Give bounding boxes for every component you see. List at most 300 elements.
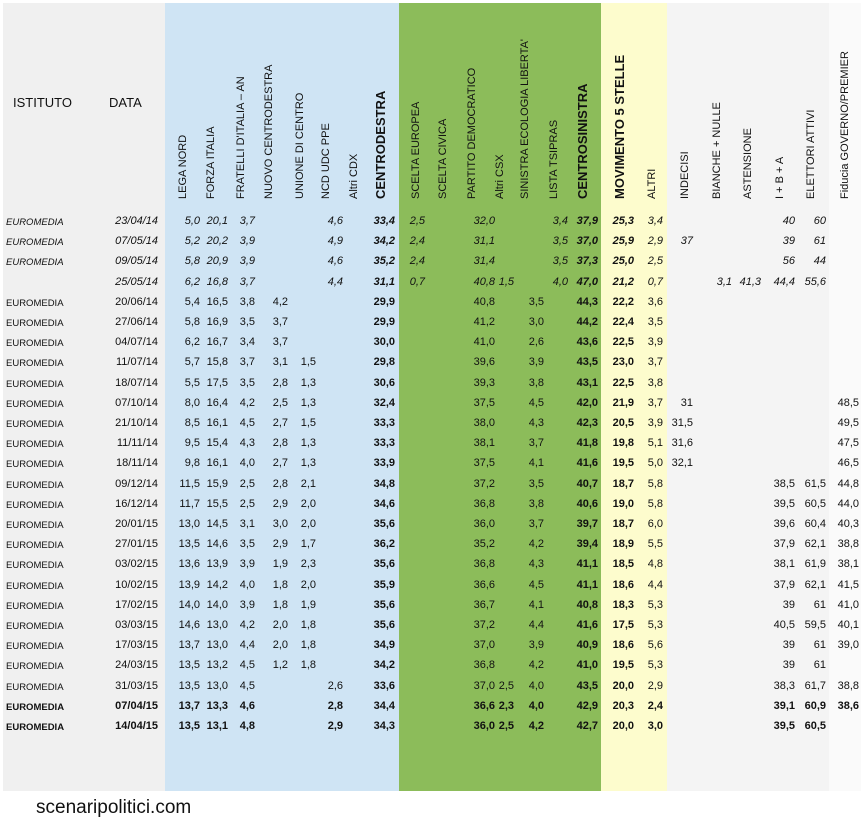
cell-value: 37,2 [473,619,495,631]
cell-value: 5,8 [647,498,663,510]
cell-value: 2,8 [272,377,288,389]
column-header: Altri CDX [348,153,360,199]
cell-value: 44,3 [576,296,598,308]
cell-value: 47,0 [576,276,598,288]
cell-value: 31,6 [671,437,693,449]
cell-value: 33,4 [373,215,395,227]
cell-value: 2,9 [327,720,343,732]
cell-value: 5,0 [647,457,663,469]
cell-value: 3,0 [528,316,544,328]
cell-data: 17/02/15 [115,599,158,611]
cell-value: 61,5 [804,478,826,490]
column-header: LEGA NORD [177,134,189,199]
cell-value: 3,7 [647,397,663,409]
cell-value: 15,8 [206,356,228,368]
column-header: SINISTRA ECOLOGIA LIBERTA' [519,38,531,199]
cell-value: 37,3 [576,255,598,267]
cell-value: 39 [782,599,795,611]
cell-value: 38,1 [837,558,859,570]
cell-value: 3,9 [239,599,255,611]
cell-value: 3,7 [239,215,255,227]
cell-value: 8,0 [184,397,200,409]
cell-value: 4,2 [239,397,255,409]
cell-value: 4,5 [528,579,544,591]
cell-value: 2,1 [300,478,316,490]
cell-value: 43,5 [576,680,598,692]
cell-value: 4,6 [239,700,255,712]
cell-value: 38,8 [837,538,859,550]
cell-value: 18,6 [612,639,634,651]
cell-value: 1,5 [300,417,316,429]
cell-value: 1,5 [300,356,316,368]
cell-value: 5,5 [184,377,200,389]
cell-value: 40,1 [837,619,859,631]
cell-value: 11,5 [179,478,200,490]
cell-value: 4,3 [239,437,255,449]
cell-value: 39,7 [576,518,598,530]
cell-data: 24/03/15 [115,659,158,671]
cell-istituto: EUROMEDIA [6,338,64,349]
cell-value: 44,0 [837,498,859,510]
cell-value: 39 [782,639,795,651]
cell-value: 2,5 [239,478,255,490]
cell-value: 3,9 [528,639,544,651]
cell-data: 03/03/15 [115,619,158,631]
cell-value: 13,0 [206,680,228,692]
cell-value: 4,4 [239,639,255,651]
cell-data: 11/11/14 [116,437,158,449]
cell-value: 39,1 [773,700,795,712]
cell-value: 40,8 [576,599,598,611]
cell-value: 62,1 [804,579,826,591]
cell-value: 32,4 [373,397,395,409]
cell-value: 18,6 [612,579,634,591]
cell-value: 4,1 [528,457,544,469]
cell-value: 1,2 [272,659,288,671]
cell-data: 18/11/14 [115,457,158,469]
cell-value: 4,3 [528,558,544,570]
cell-istituto: EUROMEDIA [6,520,64,531]
cell-value: 3,9 [239,558,255,570]
cell-value: 4,4 [327,276,343,288]
cell-value: 2,4 [409,235,425,247]
cell-value: 41,2 [473,316,495,328]
cell-value: 1,3 [300,437,316,449]
cell-value: 41,1 [576,579,598,591]
cell-value: 36,0 [473,720,495,732]
cell-value: 4,5 [239,680,255,692]
cell-value: 6,2 [184,336,200,348]
cell-istituto: EUROMEDIA [6,601,64,612]
cell-value: 2,9 [272,538,288,550]
cell-value: 4,6 [327,215,343,227]
cell-data: 16/12/14 [115,498,158,510]
cell-value: 60,5 [804,720,826,732]
cell-value: 18,7 [612,478,634,490]
column-header: SCELTA CIVICA [437,118,449,199]
cell-value: 22,5 [612,336,634,348]
cell-value: 60,9 [804,700,826,712]
cell-istituto: EUROMEDIA [6,439,64,450]
cell-data: 23/04/14 [115,215,158,227]
cell-data: 11/07/14 [115,356,158,368]
cell-value: 6,0 [647,518,663,530]
cell-value: 1,7 [300,538,316,550]
cell-value: 2,0 [300,579,316,591]
cell-value: 1,3 [300,457,316,469]
cell-istituto: EUROMEDIA [6,722,65,733]
cell-value: 1,8 [272,599,288,611]
cell-value: 40,5 [773,619,795,631]
cell-value: 37,5 [473,397,495,409]
cell-value: 3,0 [272,518,288,530]
cell-value: 37,9 [773,579,795,591]
cell-value: 37,2 [473,478,495,490]
cell-value: 18,5 [612,558,634,570]
cell-value: 3,5 [552,255,568,267]
cell-data: 07/05/14 [115,235,158,247]
cell-value: 13,5 [178,659,200,671]
cell-value: 40,3 [837,518,859,530]
cell-value: 18,9 [612,538,634,550]
cell-value: 2,5 [498,720,514,732]
cell-value: 5,2 [184,235,200,247]
cell-value: 34,3 [373,720,395,732]
cell-value: 19,8 [612,437,634,449]
cell-value: 13,1 [206,720,228,732]
cell-value: 5,4 [184,296,200,308]
cell-value: 61,7 [804,680,826,692]
cell-value: 34,4 [373,700,395,712]
cell-data: 10/02/15 [115,579,158,591]
cell-value: 5,0 [184,215,200,227]
cell-value: 35,6 [373,558,395,570]
cell-value: 33,3 [373,417,395,429]
cell-value: 33,6 [373,680,395,692]
cell-value: 40 [782,215,795,227]
cell-value: 4,5 [239,659,255,671]
cell-data: 27/01/15 [115,538,158,550]
column-header: I + B + A [774,156,786,199]
cell-value: 4,9 [327,235,343,247]
cell-value: 35,6 [373,518,395,530]
cell-value: 61 [813,659,826,671]
column-header: ELETTORI ATTIVI [805,109,817,199]
cell-value: 38,5 [773,478,795,490]
cell-data: 09/12/14 [115,478,158,490]
cell-value: 59,5 [804,619,826,631]
cell-value: 25,3 [612,215,634,227]
cell-value: 43,6 [576,336,598,348]
cell-value: 37 [680,235,693,247]
cell-value: 36,7 [473,599,495,611]
column-header: FRATELLI D'ITALIA – AN [235,76,247,199]
cell-value: 38,0 [473,417,495,429]
cell-value: 30,6 [373,377,395,389]
cell-value: 16,1 [206,417,228,429]
cell-value: 3,4 [239,336,255,348]
cell-value: 1,8 [300,619,316,631]
cell-value: 36,6 [473,700,495,712]
cell-data: 31/03/15 [115,680,158,692]
cell-value: 43,5 [576,356,598,368]
cell-value: 20,0 [612,720,634,732]
cell-data: 27/06/14 [115,316,158,328]
cell-value: 2,8 [272,478,288,490]
cell-value: 2,5 [239,498,255,510]
cell-istituto: EUROMEDIA [6,358,64,369]
cell-value: 13,0 [206,639,228,651]
cell-value: 3,9 [647,417,663,429]
column-header: CENTROSINISTRA [575,83,590,199]
cell-value: 40,6 [576,498,598,510]
cell-value: 3,6 [647,296,663,308]
cell-value: 13,2 [206,659,228,671]
cell-value: 37,0 [473,680,495,692]
cell-value: 4,4 [647,579,663,591]
cell-value: 38,3 [773,680,795,692]
cell-value: 41,1 [576,558,598,570]
cell-value: 9,5 [184,437,200,449]
cell-value: 35,2 [373,255,395,267]
cell-data: 07/04/15 [115,700,158,712]
cell-value: 13,5 [178,680,200,692]
cell-value: 3,5 [239,538,255,550]
cell-value: 3,1 [716,276,732,288]
cell-value: 20,9 [206,255,228,267]
cell-value: 21,9 [612,397,634,409]
cell-value: 3,7 [528,518,544,530]
cell-value: 4,3 [528,417,544,429]
cell-value: 35,9 [373,579,395,591]
cell-istituto: EUROMEDIA [6,419,64,430]
column-header: Altri CSX [494,154,506,199]
cell-value: 23,0 [612,356,634,368]
cell-value: 20,1 [206,215,228,227]
cell-value: 44 [813,255,826,267]
cell-istituto: EUROMEDIA [6,641,64,652]
cell-value: 20,0 [612,680,634,692]
cell-value: 14,0 [206,599,228,611]
cell-data: 20/01/15 [115,518,158,530]
cell-value: 3,7 [272,316,288,328]
cell-value: 44,8 [837,478,859,490]
header-data: DATA [109,95,142,110]
cell-value: 34,9 [373,639,395,651]
column-header: NCD UDC PPE [320,123,332,199]
cell-value: 38,1 [473,437,495,449]
cell-value: 3,7 [528,437,544,449]
column-header: UNIONE DI CENTRO [294,92,306,199]
cell-value: 42,9 [576,700,598,712]
cell-value: 4,5 [528,397,544,409]
cell-value: 35,6 [373,619,395,631]
cell-value: 3,7 [239,356,255,368]
cell-value: 4,1 [528,599,544,611]
cell-value: 36,6 [473,579,495,591]
cell-value: 19,5 [612,457,634,469]
cell-value: 31,4 [473,255,495,267]
cell-value: 37,9 [576,215,598,227]
cell-value: 14,5 [206,518,228,530]
cell-value: 3,8 [647,377,663,389]
cell-value: 41,6 [576,457,598,469]
cell-value: 2,6 [528,336,544,348]
cell-istituto: EUROMEDIA [6,379,64,390]
cell-value: 3,0 [647,720,663,732]
cell-istituto: EUROMEDIA [6,459,64,470]
cell-value: 1,8 [272,579,288,591]
cell-istituto: EUROMEDIA [6,298,64,309]
cell-value: 4,0 [552,276,568,288]
cell-value: 18,7 [612,518,634,530]
cell-value: 48,5 [837,397,859,409]
cell-value: 41,5 [837,579,859,591]
column-header: ASTENSIONE [742,128,754,199]
cell-value: 55,6 [804,276,826,288]
cell-value: 13,5 [178,720,200,732]
column-header: PARTITO DEMOCRATICO [466,67,478,199]
cell-value: 4,0 [239,579,255,591]
cell-value: 16,8 [206,276,228,288]
cell-value: 2,3 [300,558,316,570]
cell-value: 39,5 [773,498,795,510]
column-header: BIANCHE + NULLE [711,102,723,199]
column-header: Fiducia GOVERNO/PREMIER [839,51,851,199]
cell-value: 3,9 [528,356,544,368]
cell-value: 4,0 [528,680,544,692]
cell-value: 39,4 [576,538,598,550]
cell-value: 4,8 [239,720,255,732]
cell-istituto: EUROMEDIA [6,581,64,592]
cell-value: 2,0 [300,518,316,530]
cell-value: 62,1 [804,538,826,550]
cell-value: 4,6 [327,255,343,267]
cell-value: 4,2 [528,538,544,550]
cell-value: 22,5 [612,377,634,389]
cell-value: 0,7 [647,276,663,288]
cell-value: 15,4 [206,437,228,449]
cell-value: 60,5 [804,498,826,510]
cell-value: 36,8 [473,498,495,510]
cell-istituto: EUROMEDIA [6,318,64,329]
cell-value: 1,5 [498,276,514,288]
cell-value: 9,8 [184,457,200,469]
cell-value: 1,3 [300,377,316,389]
cell-value: 38,8 [837,680,859,692]
cell-value: 5,8 [184,255,200,267]
cell-value: 0,7 [409,276,425,288]
cell-value: 13,7 [178,700,200,712]
cell-value: 4,5 [239,417,255,429]
cell-value: 41,3 [739,276,761,288]
cell-value: 37,9 [773,538,795,550]
cell-data: 03/02/15 [115,558,158,570]
cell-value: 39 [782,659,795,671]
cell-value: 2,0 [272,619,288,631]
cell-value: 20,3 [612,700,634,712]
cell-value: 3,4 [647,215,663,227]
cell-value: 17,5 [206,377,228,389]
cell-value: 3,4 [552,215,568,227]
cell-value: 14,0 [178,599,200,611]
cell-value: 60,4 [804,518,826,530]
footer-source: scenaripolitici.com [36,797,192,818]
cell-value: 22,4 [612,316,634,328]
cell-value: 29,9 [373,316,395,328]
cell-value: 3,5 [647,316,663,328]
cell-value: 37,0 [576,235,598,247]
cell-value: 13,9 [178,579,200,591]
cell-value: 39 [782,235,795,247]
cell-value: 32,0 [473,215,495,227]
cell-value: 3,8 [528,498,544,510]
cell-value: 2,3 [498,700,514,712]
cell-value: 40,8 [473,276,495,288]
cell-value: 4,2 [528,720,544,732]
cell-value: 4,2 [528,659,544,671]
cell-value: 2,9 [647,680,663,692]
cell-value: 2,5 [409,215,425,227]
cell-istituto: EUROMEDIA [6,237,64,248]
cell-value: 36,2 [373,538,395,550]
cell-value: 2,5 [498,680,514,692]
cell-value: 2,6 [327,680,343,692]
cell-value: 41,8 [576,437,598,449]
cell-value: 5,8 [647,478,663,490]
cell-value: 35,6 [373,599,395,611]
cell-data: 21/10/14 [115,417,158,429]
cell-value: 5,7 [184,356,200,368]
cell-value: 3,5 [239,377,255,389]
cell-istituto: EUROMEDIA [6,661,64,672]
cell-value: 61 [813,639,826,651]
cell-value: 39,6 [473,356,495,368]
cell-value: 5,6 [647,639,663,651]
cell-value: 6,2 [184,276,200,288]
cell-value: 16,1 [206,457,228,469]
cell-value: 35,2 [473,538,495,550]
cell-data: 18/07/14 [115,377,158,389]
cell-value: 3,8 [239,296,255,308]
cell-value: 61 [813,235,826,247]
cell-value: 5,3 [647,659,663,671]
cell-value: 2,9 [647,235,663,247]
cell-value: 4,2 [239,619,255,631]
cell-istituto: EUROMEDIA [6,480,64,491]
cell-value: 41,0 [576,659,598,671]
cell-value: 30,0 [373,336,395,348]
cell-value: 11,7 [179,498,200,510]
cell-value: 29,9 [373,296,395,308]
cell-data: 14/04/15 [115,720,158,732]
cell-value: 3,9 [239,255,255,267]
cell-value: 49,5 [837,417,859,429]
cell-value: 18,3 [612,599,634,611]
cell-data: 25/05/14 [115,276,158,288]
cell-value: 5,3 [647,619,663,631]
cell-istituto: EUROMEDIA [6,257,64,268]
cell-value: 2,0 [272,639,288,651]
cell-value: 2,8 [272,437,288,449]
cell-value: 1,9 [272,558,288,570]
cell-value: 25,9 [612,235,634,247]
cell-value: 13,3 [206,700,228,712]
cell-value: 2,0 [300,498,316,510]
cell-value: 3,7 [272,336,288,348]
cell-value: 2,9 [272,498,288,510]
cell-value: 39,5 [773,720,795,732]
